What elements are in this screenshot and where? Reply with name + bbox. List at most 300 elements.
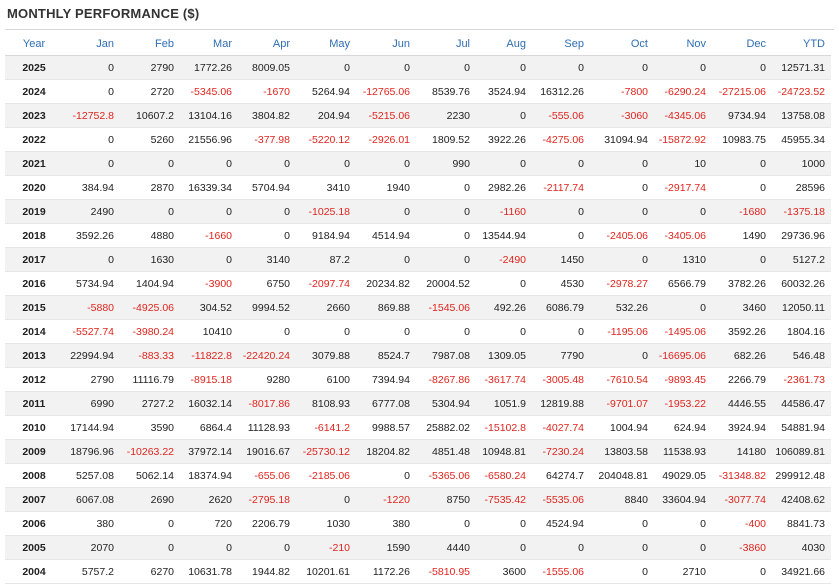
month-value-cell: -25730.12	[296, 440, 356, 464]
year-cell: 2013	[5, 344, 63, 368]
month-value-cell: 0	[532, 536, 590, 560]
month-value-cell: -9701.07	[590, 392, 654, 416]
month-value-cell: 3524.94	[476, 80, 532, 104]
month-value-cell: 3592.26	[63, 224, 120, 248]
month-value-cell: 0	[476, 104, 532, 128]
month-value-cell: 20234.82	[356, 272, 416, 296]
column-header-sep[interactable]: Sep	[532, 32, 590, 56]
year-cell: 2010	[5, 416, 63, 440]
month-value-cell: 380	[356, 512, 416, 536]
month-value-cell: 0	[296, 152, 356, 176]
month-value-cell: -8267.86	[416, 368, 476, 392]
month-value-cell: 19016.67	[238, 440, 296, 464]
year-cell: 2014	[5, 320, 63, 344]
month-value-cell: -15872.92	[654, 128, 712, 152]
month-value-cell: 2620	[180, 488, 238, 512]
column-header-mar[interactable]: Mar	[180, 32, 238, 56]
month-value-cell: 720	[180, 512, 238, 536]
ytd-cell: 13758.08	[772, 104, 831, 128]
month-value-cell: -6580.24	[476, 464, 532, 488]
month-value-cell: -2795.18	[238, 488, 296, 512]
month-value-cell: -3005.48	[532, 368, 590, 392]
month-value-cell: -7230.24	[532, 440, 590, 464]
table-row	[5, 392, 831, 416]
month-value-cell: 5304.94	[416, 392, 476, 416]
table-row	[5, 248, 831, 272]
month-value-cell: 0	[416, 224, 476, 248]
month-value-cell: 6067.08	[63, 488, 120, 512]
table-row	[5, 152, 831, 176]
column-header-jun[interactable]: Jun	[356, 32, 416, 56]
month-value-cell: -1953.22	[654, 392, 712, 416]
month-value-cell: 0	[416, 320, 476, 344]
month-value-cell: 10948.81	[476, 440, 532, 464]
month-value-cell: 6566.79	[654, 272, 712, 296]
month-value-cell: -8017.86	[238, 392, 296, 416]
month-value-cell: 4514.94	[356, 224, 416, 248]
month-value-cell: 2490	[63, 200, 120, 224]
month-value-cell: 1310	[654, 248, 712, 272]
month-value-cell: 0	[476, 272, 532, 296]
month-value-cell: 0	[590, 248, 654, 272]
ytd-cell: -2361.73	[772, 368, 831, 392]
table-body	[5, 56, 831, 584]
month-value-cell: 990	[416, 152, 476, 176]
month-value-cell: 2870	[120, 176, 180, 200]
month-value-cell: 1809.52	[416, 128, 476, 152]
month-value-cell: 0	[712, 56, 772, 80]
month-value-cell: -27215.06	[712, 80, 772, 104]
ytd-cell: 546.48	[772, 344, 831, 368]
month-value-cell: -9893.45	[654, 368, 712, 392]
ytd-cell: 29736.96	[772, 224, 831, 248]
month-value-cell: 87.2	[296, 248, 356, 272]
ytd-cell: 4030	[772, 536, 831, 560]
table-row	[5, 56, 831, 80]
month-value-cell: 5260	[120, 128, 180, 152]
month-value-cell: 0	[416, 200, 476, 224]
month-value-cell: 1051.9	[476, 392, 532, 416]
month-value-cell: 0	[238, 200, 296, 224]
month-value-cell: 0	[712, 248, 772, 272]
table-row	[5, 200, 831, 224]
year-cell: 2009	[5, 440, 63, 464]
month-value-cell: 380	[63, 512, 120, 536]
month-value-cell: 0	[238, 536, 296, 560]
month-value-cell: 4446.55	[712, 392, 772, 416]
table-row	[5, 80, 831, 104]
table-row	[5, 368, 831, 392]
ytd-cell: 12050.11	[772, 296, 831, 320]
year-cell: 2008	[5, 464, 63, 488]
month-value-cell: 0	[476, 512, 532, 536]
year-cell: 2019	[5, 200, 63, 224]
month-value-cell: 0	[532, 200, 590, 224]
month-value-cell: 9280	[238, 368, 296, 392]
month-value-cell: 20004.52	[416, 272, 476, 296]
month-value-cell: 0	[356, 152, 416, 176]
ytd-cell: -24723.52	[772, 80, 831, 104]
year-cell: 2004	[5, 560, 63, 584]
month-value-cell: 13104.16	[180, 104, 238, 128]
month-value-cell: -2490	[476, 248, 532, 272]
year-cell: 2016	[5, 272, 63, 296]
month-value-cell: 6990	[63, 392, 120, 416]
month-value-cell: 0	[63, 56, 120, 80]
month-value-cell: -377.98	[238, 128, 296, 152]
month-value-cell: 17144.94	[63, 416, 120, 440]
month-value-cell: -3900	[180, 272, 238, 296]
month-value-cell: 3924.94	[712, 416, 772, 440]
year-cell: 2005	[5, 536, 63, 560]
table-row	[5, 344, 831, 368]
year-cell: 2021	[5, 152, 63, 176]
month-value-cell: 3804.82	[238, 104, 296, 128]
month-value-cell: 624.94	[654, 416, 712, 440]
month-value-cell: -8915.18	[180, 368, 238, 392]
ytd-cell: 106089.81	[772, 440, 831, 464]
ytd-cell: 12571.31	[772, 56, 831, 80]
month-value-cell: 3140	[238, 248, 296, 272]
table-row	[5, 536, 831, 560]
month-value-cell: -3405.06	[654, 224, 712, 248]
month-value-cell: 0	[238, 224, 296, 248]
month-value-cell: 8840	[590, 488, 654, 512]
month-value-cell: -1670	[238, 80, 296, 104]
month-value-cell: -6141.2	[296, 416, 356, 440]
month-value-cell: -1495.06	[654, 320, 712, 344]
ytd-cell: 45955.34	[772, 128, 831, 152]
column-header-oct[interactable]: Oct	[590, 32, 654, 56]
table-row	[5, 272, 831, 296]
month-value-cell: 3410	[296, 176, 356, 200]
month-value-cell: 0	[654, 536, 712, 560]
month-value-cell: 10983.75	[712, 128, 772, 152]
table-row	[5, 296, 831, 320]
column-header-apr[interactable]: Apr	[238, 32, 296, 56]
month-value-cell: -12752.8	[63, 104, 120, 128]
month-value-cell: 8009.05	[238, 56, 296, 80]
month-value-cell: 5704.94	[238, 176, 296, 200]
month-value-cell: 1940	[356, 176, 416, 200]
month-value-cell: 0	[356, 248, 416, 272]
month-value-cell: 3782.26	[712, 272, 772, 296]
month-value-cell: 10	[654, 152, 712, 176]
month-value-cell: 0	[416, 248, 476, 272]
month-value-cell: 5062.14	[120, 464, 180, 488]
month-value-cell: 492.26	[476, 296, 532, 320]
month-value-cell: 0	[416, 176, 476, 200]
month-value-cell: 0	[590, 560, 654, 584]
month-value-cell: 384.94	[63, 176, 120, 200]
month-value-cell: -210	[296, 536, 356, 560]
month-value-cell: 11116.79	[120, 368, 180, 392]
month-value-cell: 33604.94	[654, 488, 712, 512]
month-value-cell: 3922.26	[476, 128, 532, 152]
table-row	[5, 464, 831, 488]
month-value-cell: 1030	[296, 512, 356, 536]
month-value-cell: 0	[590, 176, 654, 200]
month-value-cell: -2405.06	[590, 224, 654, 248]
month-value-cell: 2690	[120, 488, 180, 512]
month-value-cell: 9988.57	[356, 416, 416, 440]
month-value-cell: -15102.8	[476, 416, 532, 440]
year-cell: 2018	[5, 224, 63, 248]
month-value-cell: 9184.94	[296, 224, 356, 248]
month-value-cell: -400	[712, 512, 772, 536]
month-value-cell: 16312.26	[532, 80, 590, 104]
month-value-cell: 204048.81	[590, 464, 654, 488]
month-value-cell: 0	[590, 512, 654, 536]
month-value-cell: -555.06	[532, 104, 590, 128]
month-value-cell: 0	[532, 224, 590, 248]
month-value-cell: 0	[416, 512, 476, 536]
table-row	[5, 224, 831, 248]
month-value-cell: -1195.06	[590, 320, 654, 344]
month-value-cell: -7800	[590, 80, 654, 104]
month-value-cell: -2185.06	[296, 464, 356, 488]
month-value-cell: 1309.05	[476, 344, 532, 368]
month-value-cell: 0	[238, 152, 296, 176]
month-value-cell: 0	[238, 320, 296, 344]
month-value-cell: 18374.94	[180, 464, 238, 488]
month-value-cell: 4851.48	[416, 440, 476, 464]
year-cell: 2007	[5, 488, 63, 512]
month-value-cell: -1660	[180, 224, 238, 248]
month-value-cell: 25882.02	[416, 416, 476, 440]
month-value-cell: 0	[590, 344, 654, 368]
month-value-cell: -2926.01	[356, 128, 416, 152]
month-value-cell: 0	[476, 320, 532, 344]
month-value-cell: -5215.06	[356, 104, 416, 128]
month-value-cell: -3980.24	[120, 320, 180, 344]
month-value-cell: 22994.94	[63, 344, 120, 368]
month-value-cell: 0	[63, 248, 120, 272]
month-value-cell: -5220.12	[296, 128, 356, 152]
month-value-cell: 1772.26	[180, 56, 238, 80]
month-value-cell: 6777.08	[356, 392, 416, 416]
month-value-cell: 0	[63, 128, 120, 152]
month-value-cell: 10607.2	[120, 104, 180, 128]
column-header-year[interactable]: Year	[5, 32, 63, 56]
month-value-cell: -4275.06	[532, 128, 590, 152]
month-value-cell: 0	[590, 536, 654, 560]
month-value-cell: 1630	[120, 248, 180, 272]
month-value-cell: 6750	[238, 272, 296, 296]
month-value-cell: 0	[654, 512, 712, 536]
month-value-cell: 6864.4	[180, 416, 238, 440]
month-value-cell: 11128.93	[238, 416, 296, 440]
month-value-cell: 8539.76	[416, 80, 476, 104]
month-value-cell: 2206.79	[238, 512, 296, 536]
month-value-cell: -16695.06	[654, 344, 712, 368]
year-cell: 2011	[5, 392, 63, 416]
month-value-cell: 13803.58	[590, 440, 654, 464]
month-value-cell: 18796.96	[63, 440, 120, 464]
month-value-cell: 0	[532, 56, 590, 80]
month-value-cell: 1590	[356, 536, 416, 560]
month-value-cell: 0	[356, 464, 416, 488]
column-header-feb[interactable]: Feb	[120, 32, 180, 56]
month-value-cell: 7790	[532, 344, 590, 368]
month-value-cell: 16032.14	[180, 392, 238, 416]
year-cell: 2015	[5, 296, 63, 320]
month-value-cell: 0	[712, 560, 772, 584]
month-value-cell: -2117.74	[532, 176, 590, 200]
month-value-cell: 2230	[416, 104, 476, 128]
month-value-cell: 4880	[120, 224, 180, 248]
month-value-cell: 5264.94	[296, 80, 356, 104]
month-value-cell: -31348.82	[712, 464, 772, 488]
month-value-cell: -12765.06	[356, 80, 416, 104]
month-value-cell: 0	[416, 56, 476, 80]
month-value-cell: 0	[120, 200, 180, 224]
month-value-cell: 2727.2	[120, 392, 180, 416]
month-value-cell: 8750	[416, 488, 476, 512]
year-cell: 2025	[5, 56, 63, 80]
month-value-cell: 0	[180, 536, 238, 560]
month-value-cell: 0	[654, 56, 712, 80]
month-value-cell: 2266.79	[712, 368, 772, 392]
month-value-cell: -10263.22	[120, 440, 180, 464]
month-value-cell: 3460	[712, 296, 772, 320]
month-value-cell: 0	[180, 248, 238, 272]
month-value-cell: 5734.94	[63, 272, 120, 296]
month-value-cell: -4027.74	[532, 416, 590, 440]
month-value-cell: 10410	[180, 320, 238, 344]
month-value-cell: 0	[120, 536, 180, 560]
table-row	[5, 104, 831, 128]
ytd-cell: 54881.94	[772, 416, 831, 440]
table-row	[5, 176, 831, 200]
month-value-cell: 6100	[296, 368, 356, 392]
ytd-cell: 42408.62	[772, 488, 831, 512]
month-value-cell: 304.52	[180, 296, 238, 320]
month-value-cell: 0	[120, 152, 180, 176]
month-value-cell: 1172.26	[356, 560, 416, 584]
month-value-cell: 0	[296, 56, 356, 80]
month-value-cell: 2790	[63, 368, 120, 392]
month-value-cell: -2097.74	[296, 272, 356, 296]
month-value-cell: -655.06	[238, 464, 296, 488]
month-value-cell: 0	[180, 152, 238, 176]
month-value-cell: 13544.94	[476, 224, 532, 248]
month-value-cell: 0	[476, 56, 532, 80]
month-value-cell: -5527.74	[63, 320, 120, 344]
month-value-cell: 4524.94	[532, 512, 590, 536]
month-value-cell: 1490	[712, 224, 772, 248]
column-header-ytd[interactable]: YTD	[772, 32, 831, 56]
ytd-cell: 299912.48	[772, 464, 831, 488]
month-value-cell: 0	[180, 200, 238, 224]
month-value-cell: 16339.34	[180, 176, 238, 200]
year-cell: 2020	[5, 176, 63, 200]
month-value-cell: 0	[356, 200, 416, 224]
ytd-cell: 5127.2	[772, 248, 831, 272]
month-value-cell: 8524.7	[356, 344, 416, 368]
month-value-cell: -1025.18	[296, 200, 356, 224]
month-value-cell: 4440	[416, 536, 476, 560]
column-header-jan[interactable]: Jan	[63, 32, 120, 56]
month-value-cell: 0	[476, 536, 532, 560]
month-value-cell: 2982.26	[476, 176, 532, 200]
month-value-cell: 2660	[296, 296, 356, 320]
table-row	[5, 128, 831, 152]
month-value-cell: 5757.2	[63, 560, 120, 584]
month-value-cell: 2720	[120, 80, 180, 104]
month-value-cell: -2917.74	[654, 176, 712, 200]
month-value-cell: 18204.82	[356, 440, 416, 464]
month-value-cell: 12819.88	[532, 392, 590, 416]
year-cell: 2006	[5, 512, 63, 536]
month-value-cell: 49029.05	[654, 464, 712, 488]
column-header-may[interactable]: May	[296, 32, 356, 56]
month-value-cell: 2790	[120, 56, 180, 80]
month-value-cell: 0	[63, 80, 120, 104]
month-value-cell: -5880	[63, 296, 120, 320]
month-value-cell: 8108.93	[296, 392, 356, 416]
month-value-cell: 37972.14	[180, 440, 238, 464]
month-value-cell: 3592.26	[712, 320, 772, 344]
month-value-cell: 31094.94	[590, 128, 654, 152]
month-value-cell: 0	[590, 200, 654, 224]
month-value-cell: -7535.42	[476, 488, 532, 512]
month-value-cell: 0	[532, 320, 590, 344]
month-value-cell: 11538.93	[654, 440, 712, 464]
month-value-cell: -1160	[476, 200, 532, 224]
year-cell: 2017	[5, 248, 63, 272]
ytd-cell: 8841.73	[772, 512, 831, 536]
month-value-cell: 10201.61	[296, 560, 356, 584]
month-value-cell: 4530	[532, 272, 590, 296]
table-row	[5, 512, 831, 536]
column-header-dec[interactable]: Dec	[712, 32, 772, 56]
column-header-jul[interactable]: Jul	[416, 32, 476, 56]
month-value-cell: 3590	[120, 416, 180, 440]
month-value-cell: -3077.74	[712, 488, 772, 512]
performance-table	[5, 32, 831, 584]
month-value-cell: 0	[356, 320, 416, 344]
column-header-aug[interactable]: Aug	[476, 32, 532, 56]
month-value-cell: 0	[296, 320, 356, 344]
month-value-cell: 869.88	[356, 296, 416, 320]
month-value-cell: -5810.95	[416, 560, 476, 584]
month-value-cell: 682.26	[712, 344, 772, 368]
year-cell: 2023	[5, 104, 63, 128]
month-value-cell: -7610.54	[590, 368, 654, 392]
month-value-cell: -883.33	[120, 344, 180, 368]
ytd-cell: 34921.66	[772, 560, 831, 584]
ytd-cell: -1375.18	[772, 200, 831, 224]
month-value-cell: 0	[356, 56, 416, 80]
month-value-cell: 532.26	[590, 296, 654, 320]
month-value-cell: 7987.08	[416, 344, 476, 368]
month-value-cell: -11822.8	[180, 344, 238, 368]
month-value-cell: 6270	[120, 560, 180, 584]
month-value-cell: 6086.79	[532, 296, 590, 320]
panel-title: MONTHLY PERFORMANCE ($)	[7, 6, 200, 21]
month-value-cell: -5365.06	[416, 464, 476, 488]
ytd-cell: 28596	[772, 176, 831, 200]
month-value-cell: 3600	[476, 560, 532, 584]
month-value-cell: 0	[654, 200, 712, 224]
ytd-cell: 60032.26	[772, 272, 831, 296]
month-value-cell: 9734.94	[712, 104, 772, 128]
month-value-cell: 2070	[63, 536, 120, 560]
month-value-cell: 0	[590, 56, 654, 80]
column-header-nov[interactable]: Nov	[654, 32, 712, 56]
month-value-cell: 1004.94	[590, 416, 654, 440]
